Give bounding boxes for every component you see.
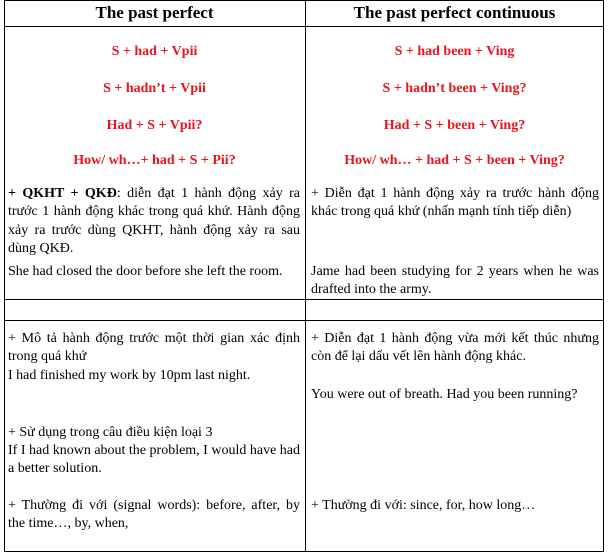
example-sentence: You were out of breath. Had you been running? — [311, 387, 578, 402]
table-border-right — [603, 0, 604, 552]
formula-wh-question: How/ wh… + had + S + been + Ving? — [344, 153, 565, 168]
signal-words: + Thường đi với: since, for, how long… — [311, 498, 536, 513]
usage-description: + Mô tả hành động trước một thời gian xác định trong quá khứ — [8, 331, 300, 365]
formula-question: Had + S + been + Ving? — [383, 118, 526, 133]
example-sentence: I had finished my work by 10pm last night. — [8, 368, 251, 383]
usage-description: + Diễn đạt 1 hành động xảy ra trước hành động khác trong quá khứ (nhấn mạnh tính tiếp diễn) — [311, 186, 599, 220]
formula-wh-question: How/ wh…+ had + S + Pii? — [73, 153, 236, 168]
header-past-perfect-continuous: The past perfect continuous — [353, 3, 556, 22]
grammar-table — [4, 0, 604, 552]
example-sentence: If I had known about the problem, I would have had a better solution. — [8, 443, 300, 477]
formula-question: Had + S + Vpii? — [106, 118, 203, 133]
example-sentence: She had closed the door before she left the room. — [8, 264, 283, 279]
abbr-qkd: QKĐ — [84, 186, 117, 201]
plus-sign: + — [64, 186, 85, 201]
usage-description: + Sử dụng trong câu điều kiện loại 3 — [8, 425, 213, 440]
row-gap — [4, 300, 604, 320]
header-divider — [4, 26, 604, 27]
formula-negative: S + hadn’t been + Ving? — [382, 81, 527, 96]
table-border-bottom — [4, 551, 604, 552]
row2-top-border — [4, 320, 604, 321]
formula-negative: S + hadn’t + Vpii — [103, 81, 206, 96]
table-border-top — [4, 0, 604, 1]
formula-affirmative: S + had been + Ving — [394, 44, 515, 59]
usage-description: + Diễn đạt 1 hành động vừa mới kết thúc nhưng còn để lại dấu vết lên hành động khác. — [311, 331, 599, 365]
abbr-qkht: + QKHT — [8, 186, 65, 201]
header-past-perfect: The past perfect — [95, 3, 214, 22]
usage-description — [8, 185, 300, 258]
usage-text: : diễn đạt 1 hành động xảy ra trước 1 hành động khác trong quá khứ. Hành động xảy ra trước dùng QKHT, hành động xảy ra sau dùng QKĐ. — [8, 186, 301, 256]
example-sentence: Jame had been studying for 2 years when he was drafted into the army. — [311, 264, 599, 298]
formula-affirmative: S + had + Vpii — [111, 44, 198, 59]
signal-words: + Thường đi với (signal words): before, after, by the time…, by, when, — [8, 498, 300, 532]
